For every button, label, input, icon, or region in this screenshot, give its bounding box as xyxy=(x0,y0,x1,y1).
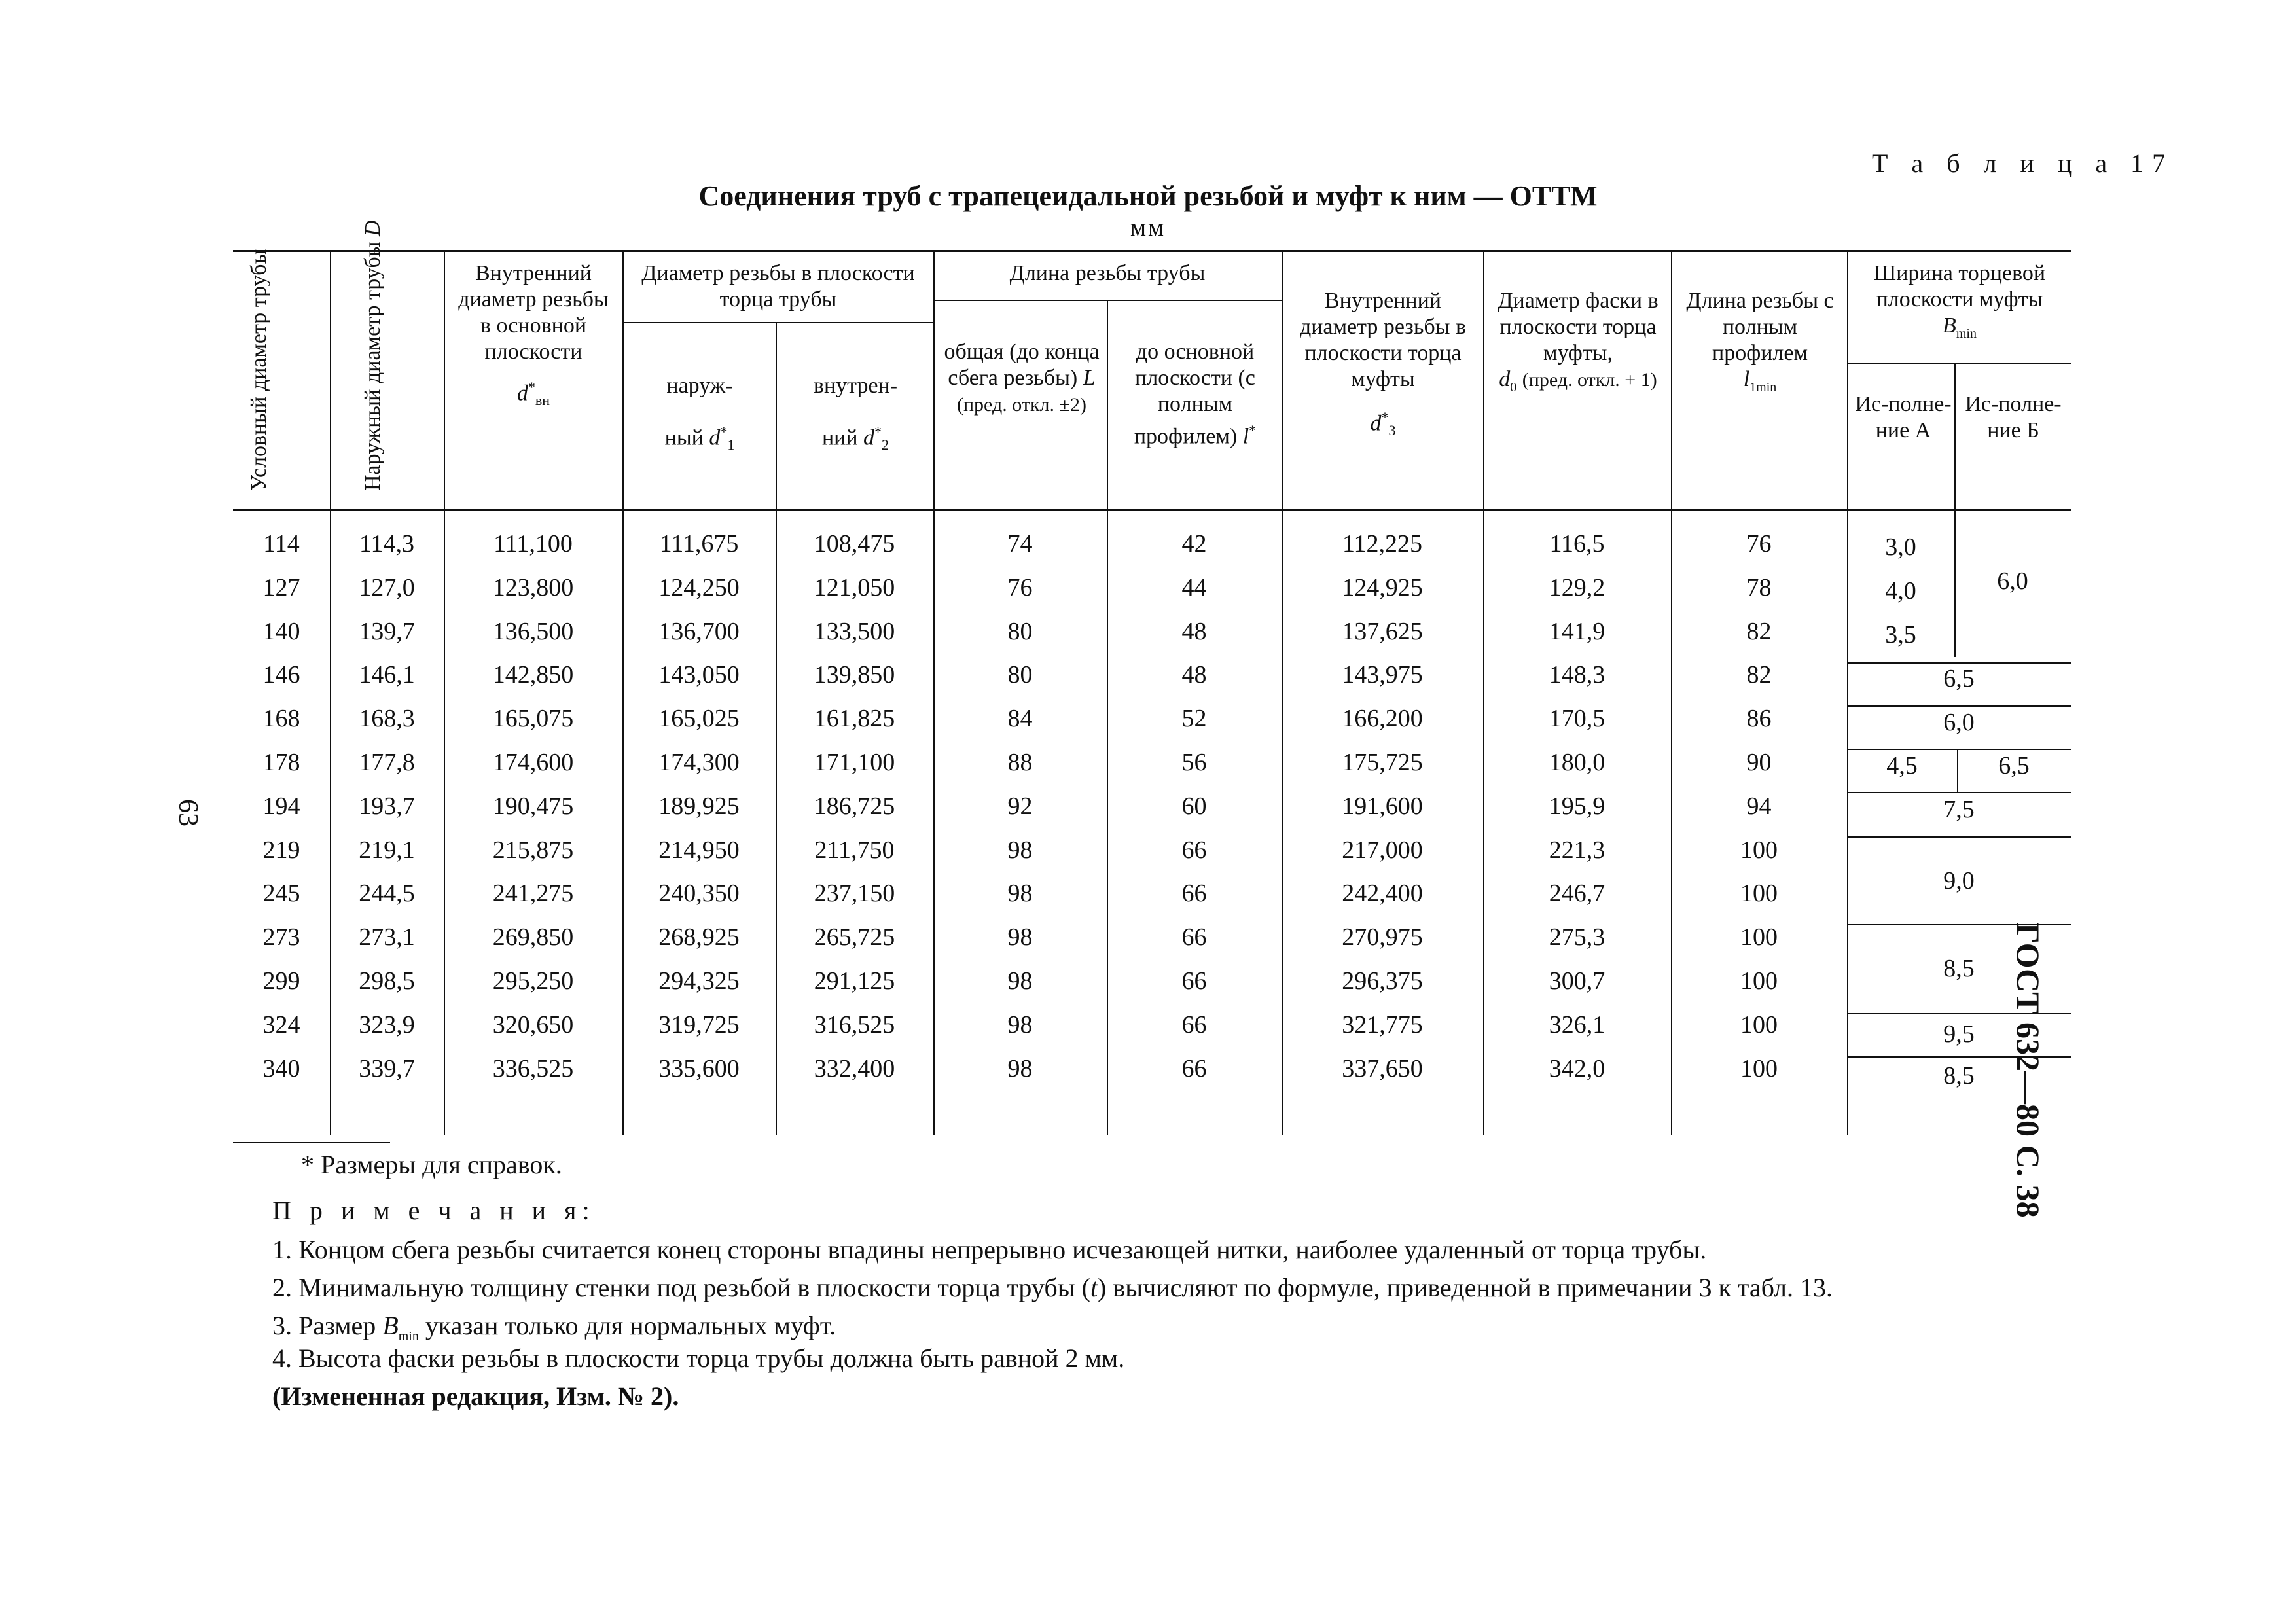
cell-chamfer: 180,0 xyxy=(1549,749,1605,776)
cell-chamfer: 195,9 xyxy=(1549,793,1605,820)
note-3: 3. Размер $B_{min}$ указан только для нормальных муфт. xyxy=(272,1311,836,1344)
cell-cond-diam: 245 xyxy=(262,880,300,907)
cell-inner-thread: 171,100 xyxy=(814,749,895,776)
cell-coupling-inner: 143,975 xyxy=(1342,661,1423,688)
cell-coupling-inner: 175,725 xyxy=(1342,749,1423,776)
cell-coupling-inner: 270,975 xyxy=(1342,923,1423,951)
cell-inner-thread: 332,400 xyxy=(814,1055,895,1082)
cell-to-main-plane: 66 xyxy=(1181,880,1207,907)
cell-outer-thread: 143,050 xyxy=(658,661,740,688)
cell-total-length: 88 xyxy=(1007,749,1033,776)
cell-to-main-plane: 60 xyxy=(1181,793,1207,820)
header-full-profile: Длина резьбы с полным профилем $l_{1min}$ xyxy=(1686,289,1834,395)
cell-inner-thread: 133,500 xyxy=(814,618,895,645)
cell-chamfer: 148,3 xyxy=(1549,661,1605,688)
cell-outer-thread: 240,350 xyxy=(658,880,740,907)
width-cell-168: 6,0 xyxy=(1943,709,1975,736)
footnote-rule xyxy=(233,1142,390,1143)
width-cell-a-178: 4,5 xyxy=(1886,752,1918,779)
cell-outer-diam: 273,1 xyxy=(359,923,415,951)
cell-inner-main: 295,250 xyxy=(492,967,574,995)
cell-coupling-inner: 124,925 xyxy=(1342,574,1423,601)
cell-outer-thread: 174,300 xyxy=(658,749,740,776)
header-to-main-plane: до основной плоскости (с полным профилем) l* xyxy=(1134,340,1257,449)
cell-coupling-inner: 112,225 xyxy=(1342,530,1423,558)
cell-outer-diam: 127,0 xyxy=(359,574,415,601)
cell-cond-diam: 299 xyxy=(262,967,300,995)
cell-chamfer: 326,1 xyxy=(1549,1011,1605,1039)
cell-inner-main: 241,275 xyxy=(492,880,574,907)
cell-coupling-inner: 166,200 xyxy=(1342,705,1423,732)
cell-to-main-plane: 56 xyxy=(1181,749,1207,776)
header-version-b: Ис-полне-ние Б xyxy=(1965,392,2062,442)
cell-chamfer: 141,9 xyxy=(1549,618,1605,645)
note-2: 2. Минимальную толщину стенки под резьбой в плоскости торца трубы (t) вычисляют по формуле, приведенной в примечании 3 к табл. 13. xyxy=(272,1273,1833,1302)
change-note: (Измененная редакция, Изм. № 2). xyxy=(272,1382,679,1411)
cell-inner-main: 269,850 xyxy=(492,923,574,951)
cell-to-main-plane: 66 xyxy=(1181,967,1207,995)
cell-inner-main: 136,500 xyxy=(492,618,574,645)
cell-cond-diam: 140 xyxy=(262,618,300,645)
cell-inner-thread: 121,050 xyxy=(814,574,895,601)
cell-outer-thread: 268,925 xyxy=(658,923,740,951)
cell-full-profile: 100 xyxy=(1740,836,1778,864)
header-total-length: общая (до конца сбега резьбы) L (пред. откл. ±2) xyxy=(944,340,1100,416)
cell-chamfer: 246,7 xyxy=(1549,880,1605,907)
width-cell-a-140: 3,5 xyxy=(1885,621,1916,649)
cell-cond-diam: 219 xyxy=(262,836,300,864)
units-label: мм xyxy=(1130,214,1166,241)
notes-heading: П р и м е ч а н и я: xyxy=(272,1196,596,1225)
cell-outer-thread: 189,925 xyxy=(658,793,740,820)
cell-total-length: 98 xyxy=(1007,1011,1033,1039)
cell-total-length: 80 xyxy=(1007,618,1033,645)
cell-full-profile: 78 xyxy=(1746,574,1772,601)
cell-coupling-inner: 296,375 xyxy=(1342,967,1423,995)
width-cell-340: 8,5 xyxy=(1943,1062,1975,1090)
cell-inner-thread: 316,525 xyxy=(814,1011,895,1039)
header-version-a: Ис-полне-ние А xyxy=(1855,392,1952,442)
cell-outer-diam: 298,5 xyxy=(359,967,415,995)
cell-cond-diam: 114 xyxy=(263,530,300,558)
header-outer-thread: наруж- ный $d^*_1$ xyxy=(664,374,735,454)
cell-full-profile: 100 xyxy=(1740,923,1778,951)
header-chamfer: Диаметр фаски в плоскости торца муфты, $d_0$ (пред. откл. + 1) xyxy=(1498,289,1659,395)
cell-full-profile: 76 xyxy=(1746,530,1772,558)
cell-inner-main: 174,600 xyxy=(492,749,574,776)
cell-to-main-plane: 44 xyxy=(1181,574,1207,601)
cell-coupling-inner: 217,000 xyxy=(1342,836,1423,864)
cell-outer-diam: 323,9 xyxy=(359,1011,415,1039)
cell-outer-diam: 339,7 xyxy=(359,1055,415,1082)
cell-full-profile: 100 xyxy=(1740,967,1778,995)
cell-to-main-plane: 42 xyxy=(1181,530,1207,558)
table-number: Т а б л и ц а 17 xyxy=(1872,149,2174,178)
cell-to-main-plane: 66 xyxy=(1181,1011,1207,1039)
header-coupling-inner: Внутренний диаметр резьбы в плоскости торца муфты $d^*_3$ xyxy=(1299,289,1467,439)
cell-to-main-plane: 48 xyxy=(1181,618,1207,645)
cell-to-main-plane: 52 xyxy=(1181,705,1207,732)
header-thread-length-group: Длина резьбы трубы xyxy=(1009,261,1206,285)
cell-inner-thread: 265,725 xyxy=(814,923,895,951)
header-outer-diam: Наружный диаметр трубы D xyxy=(361,220,385,491)
header-inner-thread: внутрен- ний $d^*_2$ xyxy=(813,374,898,454)
cell-coupling-inner: 191,600 xyxy=(1342,793,1423,820)
cell-inner-main: 190,475 xyxy=(492,793,574,820)
cell-cond-diam: 194 xyxy=(262,793,300,820)
cell-cond-diam: 168 xyxy=(262,705,300,732)
page-number: 63 xyxy=(173,799,203,827)
width-cell-a-127: 4,0 xyxy=(1885,577,1916,605)
cell-to-main-plane: 66 xyxy=(1181,836,1207,864)
cell-total-length: 98 xyxy=(1007,923,1033,951)
note-1: 1. Концом сбега резьбы считается конец стороны впадины непрерывно исчезающей нитки, наиболее удаленный от торца трубы. xyxy=(272,1235,1707,1264)
cell-total-length: 98 xyxy=(1007,967,1033,995)
cell-full-profile: 90 xyxy=(1746,749,1772,776)
standard-caption: ГОСТ 632—80 С. 38 xyxy=(2010,923,2047,1218)
header-thread-face-group: Диаметр резьбы в плоскости торца трубы xyxy=(641,261,915,312)
cell-inner-thread: 237,150 xyxy=(814,880,895,907)
cell-chamfer: 170,5 xyxy=(1549,705,1605,732)
cell-outer-diam: 168,3 xyxy=(359,705,415,732)
cell-total-length: 84 xyxy=(1007,705,1033,732)
width-cell-273-299: 8,5 xyxy=(1943,955,1975,982)
cell-outer-diam: 193,7 xyxy=(359,793,415,820)
cell-outer-diam: 139,7 xyxy=(359,618,415,645)
cell-cond-diam: 340 xyxy=(262,1055,300,1082)
cell-outer-thread: 165,025 xyxy=(658,705,740,732)
cell-cond-diam: 273 xyxy=(262,923,300,951)
cell-outer-diam: 114,3 xyxy=(359,530,415,558)
cell-inner-main: 142,850 xyxy=(492,661,574,688)
cell-full-profile: 82 xyxy=(1746,618,1772,645)
cell-coupling-inner: 337,650 xyxy=(1342,1055,1423,1082)
cell-to-main-plane: 48 xyxy=(1181,661,1207,688)
cell-chamfer: 129,2 xyxy=(1549,574,1605,601)
cell-inner-main: 165,075 xyxy=(492,705,574,732)
cell-inner-thread: 161,825 xyxy=(814,705,895,732)
cell-total-length: 98 xyxy=(1007,1055,1033,1082)
cell-outer-thread: 214,950 xyxy=(658,836,740,864)
width-cell-a-114: 3,0 xyxy=(1885,533,1916,561)
note-4: 4. Высота фаски резьбы в плоскости торца трубы должна быть равной 2 мм. xyxy=(272,1344,1125,1373)
cell-outer-thread: 319,725 xyxy=(658,1011,740,1039)
cell-inner-thread: 211,750 xyxy=(814,836,895,864)
footnote: * Размеры для справок. xyxy=(301,1150,562,1179)
header-end-width-group: Ширина торцевой плоскости муфты $B_{min}$ xyxy=(1873,261,2046,341)
cell-chamfer: 300,7 xyxy=(1549,967,1605,995)
cell-inner-main: 336,525 xyxy=(492,1055,574,1082)
cell-coupling-inner: 137,625 xyxy=(1342,618,1423,645)
cell-inner-main: 215,875 xyxy=(492,836,574,864)
header-cond-diam: Условный диаметр трубы xyxy=(247,249,271,491)
cell-inner-thread: 108,475 xyxy=(814,530,895,558)
table-title: Соединения труб с трапецеидальной резьбой и муфт к ним — ОТТМ xyxy=(698,180,1598,212)
cell-full-profile: 100 xyxy=(1740,1011,1778,1039)
cell-inner-thread: 186,725 xyxy=(814,793,895,820)
cell-coupling-inner: 321,775 xyxy=(1342,1011,1423,1039)
cell-chamfer: 221,3 xyxy=(1549,836,1605,864)
cell-outer-diam: 244,5 xyxy=(359,880,415,907)
cell-chamfer: 116,5 xyxy=(1549,530,1605,558)
cell-cond-diam: 324 xyxy=(262,1011,300,1039)
width-cell-b-114-140: 6,0 xyxy=(1997,567,2028,595)
cell-outer-diam: 219,1 xyxy=(359,836,415,864)
cell-full-profile: 100 xyxy=(1740,880,1778,907)
cell-total-length: 74 xyxy=(1007,530,1033,558)
cell-total-length: 76 xyxy=(1007,574,1033,601)
cell-inner-main: 111,100 xyxy=(493,530,573,558)
width-cell-324: 9,5 xyxy=(1943,1020,1975,1048)
width-cell-b-178: 6,5 xyxy=(1998,752,2030,779)
cell-outer-diam: 146,1 xyxy=(359,661,415,688)
cell-total-length: 80 xyxy=(1007,661,1033,688)
cell-to-main-plane: 66 xyxy=(1181,1055,1207,1082)
cell-inner-thread: 139,850 xyxy=(814,661,895,688)
cell-inner-thread: 291,125 xyxy=(814,967,895,995)
cell-inner-main: 320,650 xyxy=(492,1011,574,1039)
cell-full-profile: 82 xyxy=(1746,661,1772,688)
width-cell-146: 6,5 xyxy=(1943,665,1975,692)
cell-cond-diam: 127 xyxy=(262,574,300,601)
cell-to-main-plane: 66 xyxy=(1181,923,1207,951)
cell-chamfer: 275,3 xyxy=(1549,923,1605,951)
cell-cond-diam: 146 xyxy=(262,661,300,688)
cell-outer-thread: 294,325 xyxy=(658,967,740,995)
cell-full-profile: 94 xyxy=(1746,793,1772,820)
cell-outer-thread: 335,600 xyxy=(658,1055,740,1082)
cell-cond-diam: 178 xyxy=(262,749,300,776)
cell-full-profile: 100 xyxy=(1740,1055,1778,1082)
cell-outer-thread: 136,700 xyxy=(658,618,740,645)
cell-coupling-inner: 242,400 xyxy=(1342,880,1423,907)
cell-total-length: 98 xyxy=(1007,836,1033,864)
cell-inner-main: 123,800 xyxy=(492,574,574,601)
cell-total-length: 98 xyxy=(1007,880,1033,907)
cell-outer-thread: 111,675 xyxy=(659,530,739,558)
cell-total-length: 92 xyxy=(1007,793,1033,820)
width-cell-194: 7,5 xyxy=(1943,796,1975,823)
cell-outer-thread: 124,250 xyxy=(658,574,740,601)
width-cell-219-245: 9,0 xyxy=(1943,867,1975,895)
cell-chamfer: 342,0 xyxy=(1549,1055,1605,1082)
cell-full-profile: 86 xyxy=(1746,705,1772,732)
cell-outer-diam: 177,8 xyxy=(359,749,415,776)
header-inner-main: Внутренний диаметр резьбы в основной плоскости $d^*_{вн}$ xyxy=(458,261,609,409)
